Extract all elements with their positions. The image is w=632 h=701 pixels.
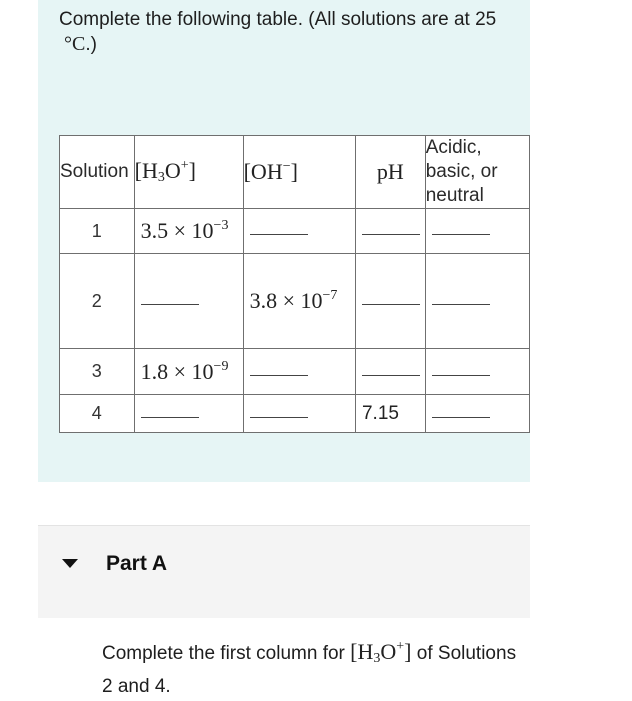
oh-blank[interactable] (243, 209, 355, 254)
question-suffix: of Solutions 2 and 4. (102, 643, 517, 697)
table-row (60, 254, 530, 349)
solution-number: 1 (60, 209, 135, 254)
acidic-blank[interactable] (425, 254, 529, 349)
table-row (60, 209, 530, 254)
h3o-value: $1.8 \times 10^{-9}$ (134, 349, 243, 395)
oh-value: $3.8 \times 10^{-7}$ (243, 254, 355, 349)
question-text (102, 633, 522, 701)
oh-blank[interactable] (243, 395, 355, 433)
solution-number: 2 (60, 254, 135, 349)
solutions-table (59, 135, 530, 433)
header-ph: pH (355, 136, 425, 209)
question-prefix: Complete the first column for (102, 643, 345, 664)
solution-number: 4 (60, 395, 135, 433)
h3o-value: $3.5 \times 10^{-3}$ (134, 209, 243, 254)
ph-value: 7.15 (355, 395, 425, 433)
table-row (60, 395, 530, 433)
oh-blank[interactable] (243, 349, 355, 395)
acidic-blank[interactable] (425, 209, 529, 254)
acidic-blank[interactable] (425, 349, 529, 395)
part-a-label: Part A (106, 552, 168, 575)
header-solution: Solution (60, 136, 135, 209)
part-a-header[interactable] (38, 525, 530, 618)
h3o-blank[interactable] (134, 395, 243, 433)
h3o-blank[interactable] (134, 254, 243, 349)
ph-blank[interactable] (355, 209, 425, 254)
acidic-blank[interactable] (425, 395, 529, 433)
table-row (60, 349, 530, 395)
intro-sentence: Complete the following table. (All solutions are at 25 (59, 9, 497, 30)
header-oh: [OH−] (243, 136, 355, 209)
intro-close: .) (85, 34, 97, 55)
solution-number: 3 (60, 349, 135, 395)
table-header-row (60, 136, 530, 209)
collapse-triangle-icon[interactable] (62, 559, 78, 568)
header-acidic-basic-neutral: Acidic, basic, or neutral (425, 136, 529, 209)
ph-blank[interactable] (355, 254, 425, 349)
header-h3o: $[H_3O^+]$ (134, 136, 243, 209)
ph-blank[interactable] (355, 349, 425, 395)
h3o-species: $[H_3O^+]$ (350, 639, 412, 666)
intro-text (59, 8, 519, 57)
intro-panel (38, 0, 530, 482)
temperature-unit: °C (64, 33, 86, 55)
